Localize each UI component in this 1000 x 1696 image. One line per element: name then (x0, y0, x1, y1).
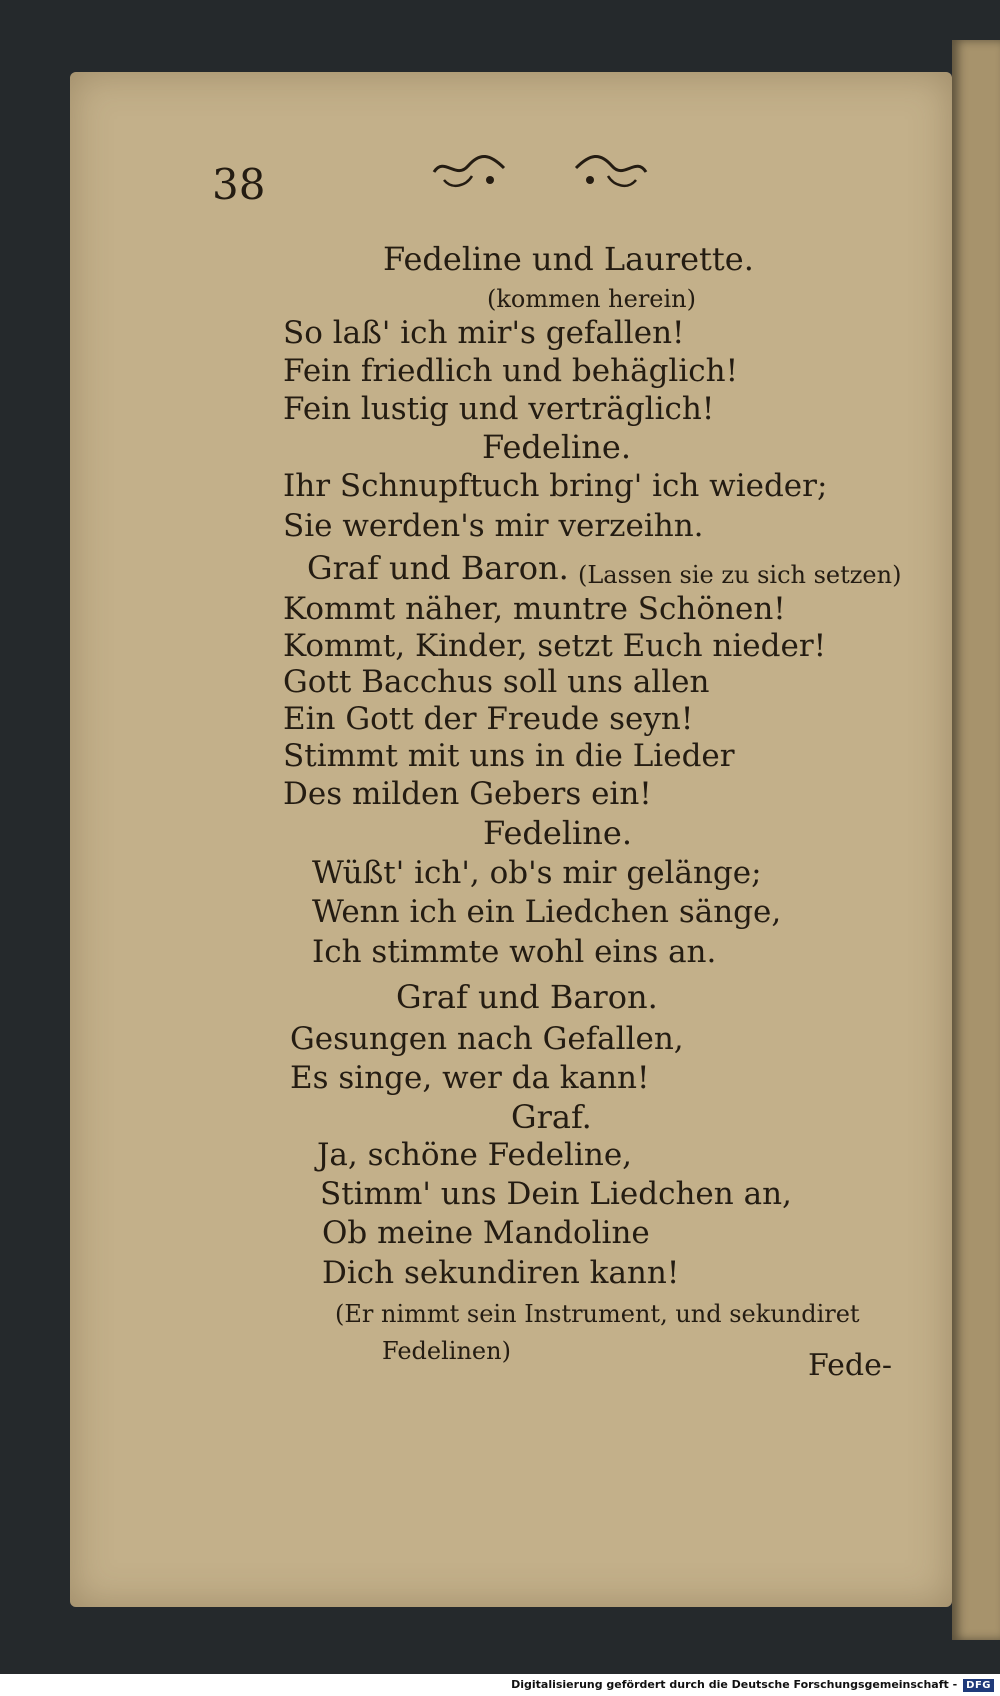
verse-line: Ja, schöne Fedeline, (317, 1137, 633, 1173)
catchword: Fede- (808, 1348, 893, 1383)
verse-line: Wenn ich ein Liedchen sänge, (312, 894, 782, 930)
verse-line: Es singe, wer da kann! (290, 1060, 650, 1096)
stage-direction: (kommen herein) (487, 285, 696, 313)
verse-line: Wüßt' ich', ob's mir gelänge; (312, 855, 762, 891)
verse-line: So laß' ich mir's gefallen! (283, 315, 685, 351)
speaker-heading: Graf und Baron. (396, 978, 658, 1016)
verse-line: Kommt näher, muntre Schönen! (283, 591, 786, 627)
speaker-heading: Graf. (511, 1098, 592, 1136)
verse-line: Des milden Gebers ein! (283, 776, 652, 812)
stage-direction: (Er nimmt sein Instrument, und sekundiret (335, 1300, 860, 1328)
verse-line: Ein Gott der Freude seyn! (283, 701, 694, 737)
verse-line: Ihr Schnupftuch bring' ich wieder; (283, 468, 828, 504)
verse-line: Kommt, Kinder, setzt Euch nieder! (283, 628, 827, 664)
verse-line: Fein lustig und verträglich! (283, 391, 715, 427)
speaker-heading: Fedeline und Laurette. (383, 240, 754, 278)
facing-page-edge (952, 40, 1000, 1640)
dfg-logo: DFG (963, 1679, 994, 1692)
verse-line: Gott Bacchus soll uns allen (283, 664, 710, 700)
verse-line: Fein friedlich und behäglich! (283, 353, 739, 389)
verse-line: Stimm' uns Dein Liedchen an, (320, 1176, 792, 1212)
speaker-heading: Graf und Baron. (307, 549, 569, 587)
stage-direction: (Lassen sie zu sich setzen) (578, 561, 902, 589)
right-ornament-icon (570, 150, 650, 194)
verse-line: Ob meine Mandoline (322, 1215, 650, 1251)
verse-line: Dich sekundiren kann! (322, 1255, 680, 1291)
speaker-heading: Fedeline. (482, 428, 631, 466)
speaker-heading: Fedeline. (483, 814, 632, 852)
footer-credit: Digitalisierung gefördert durch die Deutsche Forschungsgemeinschaft - (511, 1678, 958, 1691)
verse-line: Sie werden's mir verzeihn. (283, 508, 704, 544)
verse-line: Stimmt mit uns in die Lieder (283, 738, 735, 774)
verse-line: Gesungen nach Gefallen, (290, 1021, 684, 1057)
digitization-footer (0, 1674, 1000, 1696)
left-ornament-icon (430, 150, 510, 194)
verse-line: Ich stimmte wohl eins an. (312, 934, 717, 970)
page-number: 38 (212, 160, 266, 209)
stage-direction: Fedelinen) (382, 1337, 511, 1365)
